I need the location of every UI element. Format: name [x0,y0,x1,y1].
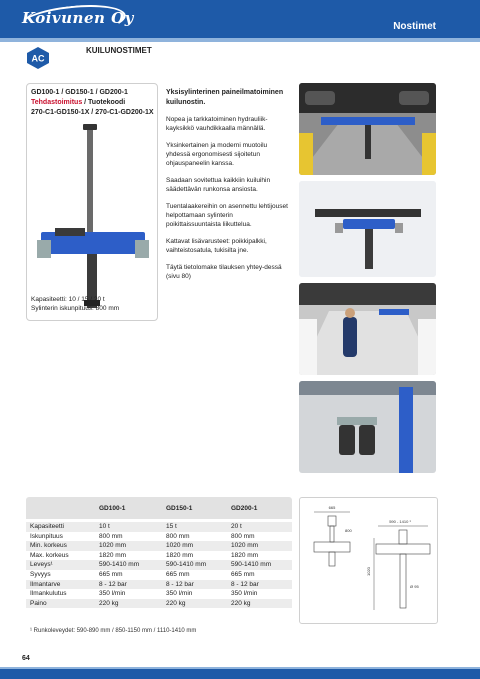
table-cell: 590-1410 mm [166,561,207,569]
section-title: Nostimet [393,21,436,32]
table-cell: 665 mm [99,571,123,578]
order-line [31,98,156,108]
table-header-gd200: GD200-1 [231,505,258,512]
capacity-text: Kapasiteetti: 10 / 15 / 20 t [31,296,105,303]
table-row [26,589,292,599]
table-row-label: Syvyys [30,571,51,578]
table-row [26,522,292,532]
description-lead: Yksisylinterinen paineilmatoiminen kuilunostin. [166,89,284,106]
table-cell: 8 - 12 bar [99,580,127,588]
dim-stroke: 800 [345,528,352,533]
table-row [26,560,292,570]
pit-lift-photo [27,120,157,320]
table-header-gd100: GD100-1 [99,505,126,512]
table-cell: 1820 mm [166,551,194,559]
product-specs [31,295,156,313]
table-row-label: Iskunpituus [30,532,63,540]
table-header-gd150: GD150-1 [166,505,193,512]
table-cell: 220 kg [231,599,251,607]
technical-drawing [299,497,438,624]
header-accent-band [0,38,480,42]
table-cell: 1020 mm [166,542,194,550]
table-cell: 10 t [99,523,110,530]
model-list: GD100-1 / GD150-1 / GD200-1 [31,89,128,96]
product-card [26,83,158,321]
table-row [26,541,292,551]
photo-control-unit [299,381,436,473]
table-cell: 20 t [231,523,242,530]
table-cell: 350 l/min [99,590,126,598]
table-cell: 590-1410 mm [231,561,272,569]
description-paragraph: Saadaan sovitettua kaikkiin kuiluihin säädettävän runkonsa ansiosta. [166,177,271,193]
table-cell: 350 l/min [166,590,193,598]
dim-depth: 665 [328,505,336,510]
table-cell: 1020 mm [231,542,259,550]
dim-diameter: Ø 95 [410,584,419,589]
table-row [26,532,292,542]
description-paragraph: Yksinkertainen ja moderni muotoilu yhdessä ergonomisesti sijoitetun ohjauspaneelin kanssa. [166,142,268,167]
table-row-label: Ilmankulutus [30,590,67,598]
page-footer [0,669,480,679]
description-paragraph: Nopea ja tarkkatoiminen hydrauliik-kayksikkö vauhdikkaalla männällä. [166,116,268,132]
table-row-label: Leveys¹ [30,561,53,569]
table-cell: 15 t [166,523,177,530]
photo-pit-operator [299,283,436,375]
table-cell: 220 kg [99,599,119,607]
table-cell: 800 mm [231,532,255,540]
table-row-label: Max. korkeus [30,551,69,559]
table-row-label: Paino [30,599,47,607]
table-row-label: Min. korkeus [30,542,67,550]
table-cell: 800 mm [166,532,190,540]
table-cell: 8 - 12 bar [166,580,194,588]
table-row [26,570,292,580]
table-cell: 220 kg [166,599,186,607]
table-cell: 350 l/min [231,590,258,598]
table-cell: 8 - 12 bar [231,580,259,588]
table-cell: 1820 mm [231,551,259,559]
table-footnote: ¹ Runkoleveydet: 590-890 mm / 850-1150 mm / 1110-1410 mm [30,628,197,634]
table-row [26,551,292,561]
photo-crossbeam-accessory [299,181,436,277]
category-title: KUILUNOSTIMET [86,46,152,55]
description-paragraph: Kattavat lisävarusteet: poikkipalkki, vaihteistosatula, tukisilta jne. [166,238,267,254]
description [166,88,288,289]
product-codes: 270-C1-GD150-1X / 270-C1-GD200-1X [31,109,154,116]
table-cell: 1020 mm [99,542,127,550]
table-cell: 800 mm [99,532,123,540]
stroke-text: Sylinterin iskunpituus: 800 mm [31,305,120,312]
table-cell: 1820 mm [99,551,127,559]
product-code-label: / Tuotekoodi [82,99,126,106]
table-row [26,580,292,590]
table-cell: 590-1410 mm [99,561,140,569]
spec-table-header [26,497,292,519]
product-models [31,88,156,118]
factory-order-label: Tehdastoimitus [31,99,83,106]
table-cell: 665 mm [166,571,190,578]
table-cell: 665 mm [231,571,255,578]
page-number: 64 [22,655,30,662]
table-row-label: Ilmantarve [30,580,61,588]
ac-logo-text: AC [31,53,45,64]
description-paragraph: Tuentalaakereihin on asennettu lehtijouset helpottamaan sylinterin poikittaissuuntaista liikuttelua. [166,203,288,228]
dim-height: 1020 [366,567,371,576]
table-row-label: Kapasiteetti [30,523,64,530]
description-paragraph: Täytä tietolomake tilauksen yhtey-dessä (sivu 80) [166,264,282,280]
ac-logo-icon [27,47,49,69]
table-row [26,599,292,609]
brand-logo: Koivunen Oy [22,9,134,27]
dim-width: 590 - 1410 ¹ [389,519,411,524]
photo-lift-under-vehicle [299,83,436,175]
